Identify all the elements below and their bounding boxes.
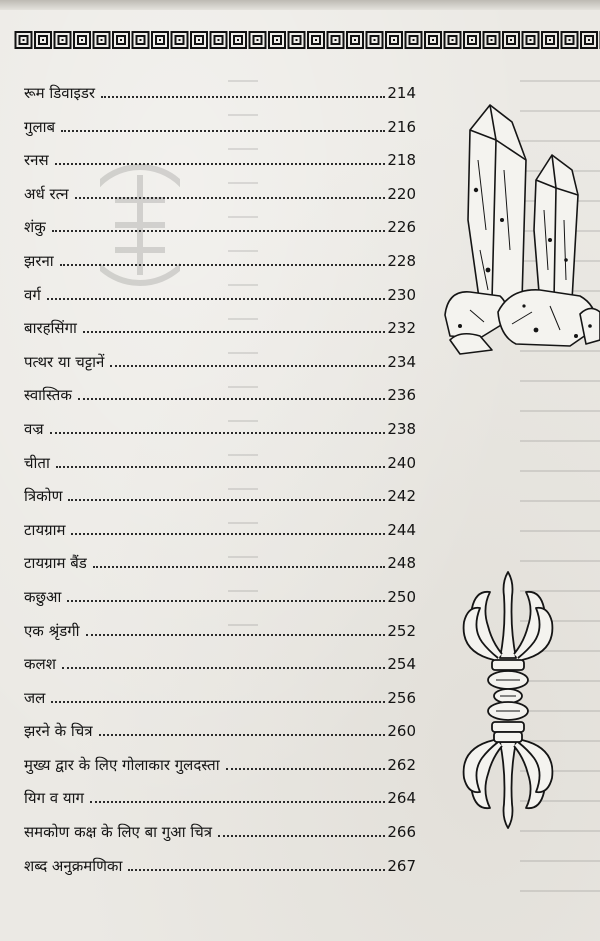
toc-entry-page-number: 254 <box>387 655 416 674</box>
toc-entry <box>24 486 416 520</box>
dot-leader <box>86 634 386 636</box>
toc-entry-title: मुख्य द्वार के लिए गोलाकार गुलदस्ता <box>24 755 220 774</box>
dot-leader <box>83 331 385 333</box>
toc-entry-title: टायग्राम <box>24 520 66 539</box>
toc-entry-title: कलश <box>24 655 56 674</box>
toc-entry-title: झरना <box>24 251 54 270</box>
toc-entry <box>24 621 416 655</box>
toc-entry <box>24 83 416 117</box>
dot-leader <box>61 130 385 132</box>
toc-entry-page-number: 220 <box>387 184 416 203</box>
toc-entry <box>24 352 416 386</box>
toc-entry-title: रनस <box>24 151 49 170</box>
greek-key-border <box>14 30 600 50</box>
toc-entry <box>24 419 416 453</box>
toc-entry-page-number: 234 <box>387 352 416 371</box>
dot-leader <box>226 768 386 770</box>
toc-entry <box>24 587 416 621</box>
toc-entry-page-number: 238 <box>387 419 416 438</box>
dot-leader <box>67 600 385 602</box>
dot-leader <box>68 499 385 501</box>
toc-entry-title: कछुआ <box>24 587 62 606</box>
toc-entry-title: पत्थर या चट्टानें <box>24 352 105 371</box>
dot-leader <box>78 398 386 400</box>
toc-entry-title: स्वास्तिक <box>24 386 72 405</box>
toc-entry-title: समकोण कक्ष के लिए बा गुआ चित्र <box>24 823 213 842</box>
dot-leader <box>101 96 385 98</box>
dot-leader <box>99 734 386 736</box>
toc-entry-title: चीता <box>24 453 50 472</box>
toc-entry <box>24 385 416 419</box>
toc-entry-page-number: 244 <box>387 520 416 539</box>
toc-entry-title: शंकु <box>24 218 46 237</box>
toc-entry-page-number: 218 <box>387 151 416 170</box>
toc-entry <box>24 822 416 856</box>
dot-leader <box>52 230 386 232</box>
toc-entry <box>24 520 416 554</box>
dot-leader <box>93 566 386 568</box>
dot-leader <box>218 835 385 837</box>
toc-entry <box>24 184 416 218</box>
dot-leader <box>75 197 386 199</box>
toc-entry-title: त्रिकोण <box>24 487 63 506</box>
dot-leader <box>71 533 385 535</box>
vajra-icon <box>458 568 558 833</box>
toc-entry <box>24 755 416 789</box>
toc-entry <box>24 856 416 890</box>
toc-entry-title: जल <box>24 688 46 707</box>
toc-entry-title: झरने के चित्र <box>24 722 93 741</box>
toc-entry <box>24 788 416 822</box>
toc-entry <box>24 217 416 251</box>
quartz-crystal-cluster-icon <box>440 100 600 360</box>
toc-entry-page-number: 226 <box>387 218 416 237</box>
toc-entry-page-number: 266 <box>387 823 416 842</box>
toc-entry-page-number: 230 <box>387 285 416 304</box>
dot-leader <box>50 432 386 434</box>
dot-leader <box>110 365 385 367</box>
toc-entry-page-number: 252 <box>387 621 416 640</box>
toc-entry-page-number: 256 <box>387 688 416 707</box>
toc-entry-title: यिग व याग <box>24 789 84 808</box>
dot-leader <box>60 264 386 266</box>
toc-entry-title: वर्ग <box>24 285 41 304</box>
toc-entry-page-number: 250 <box>387 587 416 606</box>
toc-entry-title: अर्ध रत्न <box>24 184 69 203</box>
toc-entry-page-number: 232 <box>387 319 416 338</box>
toc-entry-page-number: 214 <box>387 84 416 102</box>
toc-entry <box>24 318 416 352</box>
toc-entry <box>24 688 416 722</box>
toc-entry-page-number: 240 <box>387 453 416 472</box>
toc-entry <box>24 285 416 319</box>
toc-entry-page-number: 228 <box>387 251 416 270</box>
toc-entry-title: एक श्रृंडगी <box>24 621 80 640</box>
toc-entry-page-number: 216 <box>387 117 416 136</box>
dot-leader <box>55 163 386 165</box>
toc-entry-title: बारहसिंगा <box>24 319 77 338</box>
toc-entry-title: रूम डिवाइडर <box>24 84 96 102</box>
toc-entry <box>24 150 416 184</box>
dot-leader <box>90 801 385 803</box>
toc-entry-title: टायग्राम बैंड <box>24 554 87 573</box>
dot-leader <box>56 466 386 468</box>
toc-entry-page-number: 260 <box>387 722 416 741</box>
toc-entry <box>24 453 416 487</box>
toc-entry <box>24 251 416 285</box>
dot-leader <box>62 667 385 669</box>
dot-leader <box>51 701 385 703</box>
toc-entry-page-number: 267 <box>387 856 416 875</box>
toc-entry-page-number: 262 <box>387 755 416 774</box>
page-top-edge <box>0 0 600 10</box>
toc-entry <box>24 721 416 755</box>
dot-leader <box>128 869 385 871</box>
toc-entry-title: गुलाब <box>24 117 56 136</box>
toc-entry-page-number: 242 <box>387 487 416 506</box>
toc-entry <box>24 117 416 151</box>
toc-entry-page-number: 248 <box>387 554 416 573</box>
toc-entry-title: वज्र <box>24 419 44 438</box>
table-of-contents <box>24 83 416 889</box>
toc-entry-title: शब्द अनुक्रमणिका <box>24 856 123 875</box>
toc-entry <box>24 553 416 587</box>
toc-entry-page-number: 264 <box>387 789 416 808</box>
toc-entry <box>24 654 416 688</box>
dot-leader <box>47 298 386 300</box>
toc-entry-page-number: 236 <box>387 386 416 405</box>
